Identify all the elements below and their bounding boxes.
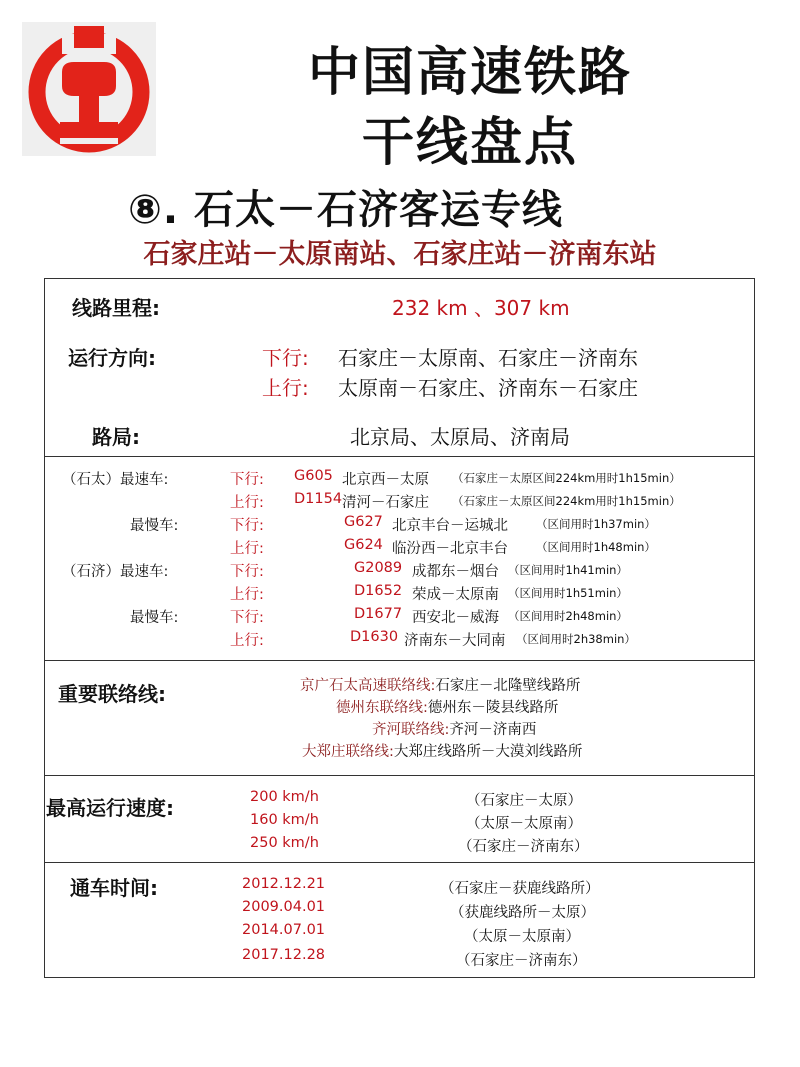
- speed-value: 160 km/h: [250, 812, 319, 828]
- train-route: 北京西－太原: [342, 472, 429, 488]
- link-name: 大郑庄联络线:: [302, 744, 394, 760]
- train-route: 北京丰台－运城北: [392, 518, 508, 534]
- link-name: 德州东联络线:: [336, 700, 428, 716]
- link-value: 大郑庄线路所－大漠刘线路所: [393, 744, 583, 760]
- train-direction: 下行:: [230, 472, 264, 488]
- page-subtitle: 干线盘点: [361, 113, 578, 173]
- opening-label: 通车时间:: [70, 876, 158, 900]
- speed-value: 200 km/h: [250, 789, 319, 805]
- link-value: 石家庄－北隆壁线路所: [435, 678, 581, 694]
- train-note: （石家庄－太原区间224km用时1h15min）: [452, 471, 681, 485]
- link-name: 京广石太高速联络线:: [300, 678, 436, 694]
- train-route: 临汾西－北京丰台: [392, 541, 508, 557]
- mileage-value: 232 km 、307 km: [392, 296, 570, 320]
- train-direction: 上行:: [230, 633, 264, 649]
- link-item: [336, 696, 558, 717]
- train-group-label: 最慢车:: [130, 610, 179, 626]
- opening-section: （获鹿线路所－太原）: [450, 905, 595, 921]
- divider: [44, 775, 755, 776]
- train-number: D1652: [354, 583, 403, 599]
- train-route: 济南东－大同南: [404, 633, 506, 649]
- page-title: 中国高速铁路: [307, 43, 632, 103]
- train-number: G624: [344, 537, 383, 553]
- mileage-label: 线路里程:: [72, 296, 160, 320]
- train-number: D1154: [294, 491, 343, 507]
- link-item: [372, 718, 536, 739]
- bureau-value: 北京局、太原局、济南局: [350, 425, 570, 449]
- train-group-label: 最慢车:: [130, 518, 179, 534]
- train-direction: 下行:: [230, 518, 264, 534]
- train-direction: 上行:: [230, 495, 264, 511]
- speed-section: （太原－太原南）: [466, 816, 582, 832]
- opening-date: 2017.12.28: [242, 947, 326, 963]
- speed-section: （石家庄－济南东）: [458, 839, 589, 855]
- up-direction-value: 太原南－石家庄、济南东－石家庄: [338, 376, 638, 400]
- line-name: ⑧. 石太－石济客运专线: [128, 187, 563, 233]
- train-note: （石家庄－太原区间224km用时1h15min）: [452, 494, 681, 508]
- train-number: G627: [344, 514, 383, 530]
- train-route: 成都东－烟台: [412, 564, 499, 580]
- train-number: D1630: [350, 629, 399, 645]
- train-route: 清河－石家庄: [342, 495, 429, 511]
- train-note: （区间用时1h41min）: [508, 563, 628, 577]
- bureau-label: 路局:: [92, 425, 140, 449]
- links-label: 重要联络线:: [58, 682, 166, 706]
- opening-date: 2009.04.01: [242, 899, 326, 915]
- speed-value: 250 km/h: [250, 835, 319, 851]
- opening-date: 2014.07.01: [242, 922, 326, 938]
- train-direction: 下行:: [230, 610, 264, 626]
- train-note: （区间用时2h38min）: [516, 632, 636, 646]
- train-group-label: （石太）最速车:: [62, 472, 169, 488]
- link-item: [302, 740, 582, 761]
- opening-section: （石家庄－获鹿线路所）: [440, 881, 600, 897]
- train-group-label: （石济）最速车:: [62, 564, 169, 580]
- train-direction: 上行:: [230, 587, 264, 603]
- train-number: G2089: [354, 560, 403, 576]
- link-value: 齐河－济南西: [449, 722, 537, 738]
- link-name: 齐河联络线:: [372, 722, 450, 738]
- direction-label: 运行方向:: [68, 346, 156, 370]
- divider: [44, 660, 755, 661]
- train-route: 荣成－太原南: [412, 587, 499, 603]
- speed-label: 最高运行速度:: [46, 796, 174, 820]
- train-note: （区间用时1h37min）: [536, 517, 656, 531]
- divider: [44, 862, 755, 863]
- train-note: （区间用时1h48min）: [536, 540, 656, 554]
- divider: [44, 456, 755, 457]
- train-number: D1677: [354, 606, 403, 622]
- opening-date: 2012.12.21: [242, 876, 326, 892]
- up-direction-label: 上行:: [262, 376, 309, 400]
- terminal-stations: 石家庄站－太原南站、石家庄站－济南东站: [143, 239, 657, 270]
- opening-section: （石家庄－济南东）: [456, 953, 587, 969]
- train-note: （区间用时2h48min）: [508, 609, 628, 623]
- down-direction-value: 石家庄－太原南、石家庄－济南东: [338, 346, 638, 370]
- opening-section: （太原－太原南）: [464, 929, 580, 945]
- train-note: （区间用时1h51min）: [508, 586, 628, 600]
- link-item: [300, 674, 580, 695]
- down-direction-label: 下行:: [262, 346, 309, 370]
- link-value: 德州东－陵县线路所: [427, 700, 559, 716]
- train-route: 西安北－威海: [412, 610, 499, 626]
- train-direction: 上行:: [230, 541, 264, 557]
- speed-section: （石家庄－太原）: [466, 793, 582, 809]
- train-direction: 下行:: [230, 564, 264, 580]
- train-number: G605: [294, 468, 333, 484]
